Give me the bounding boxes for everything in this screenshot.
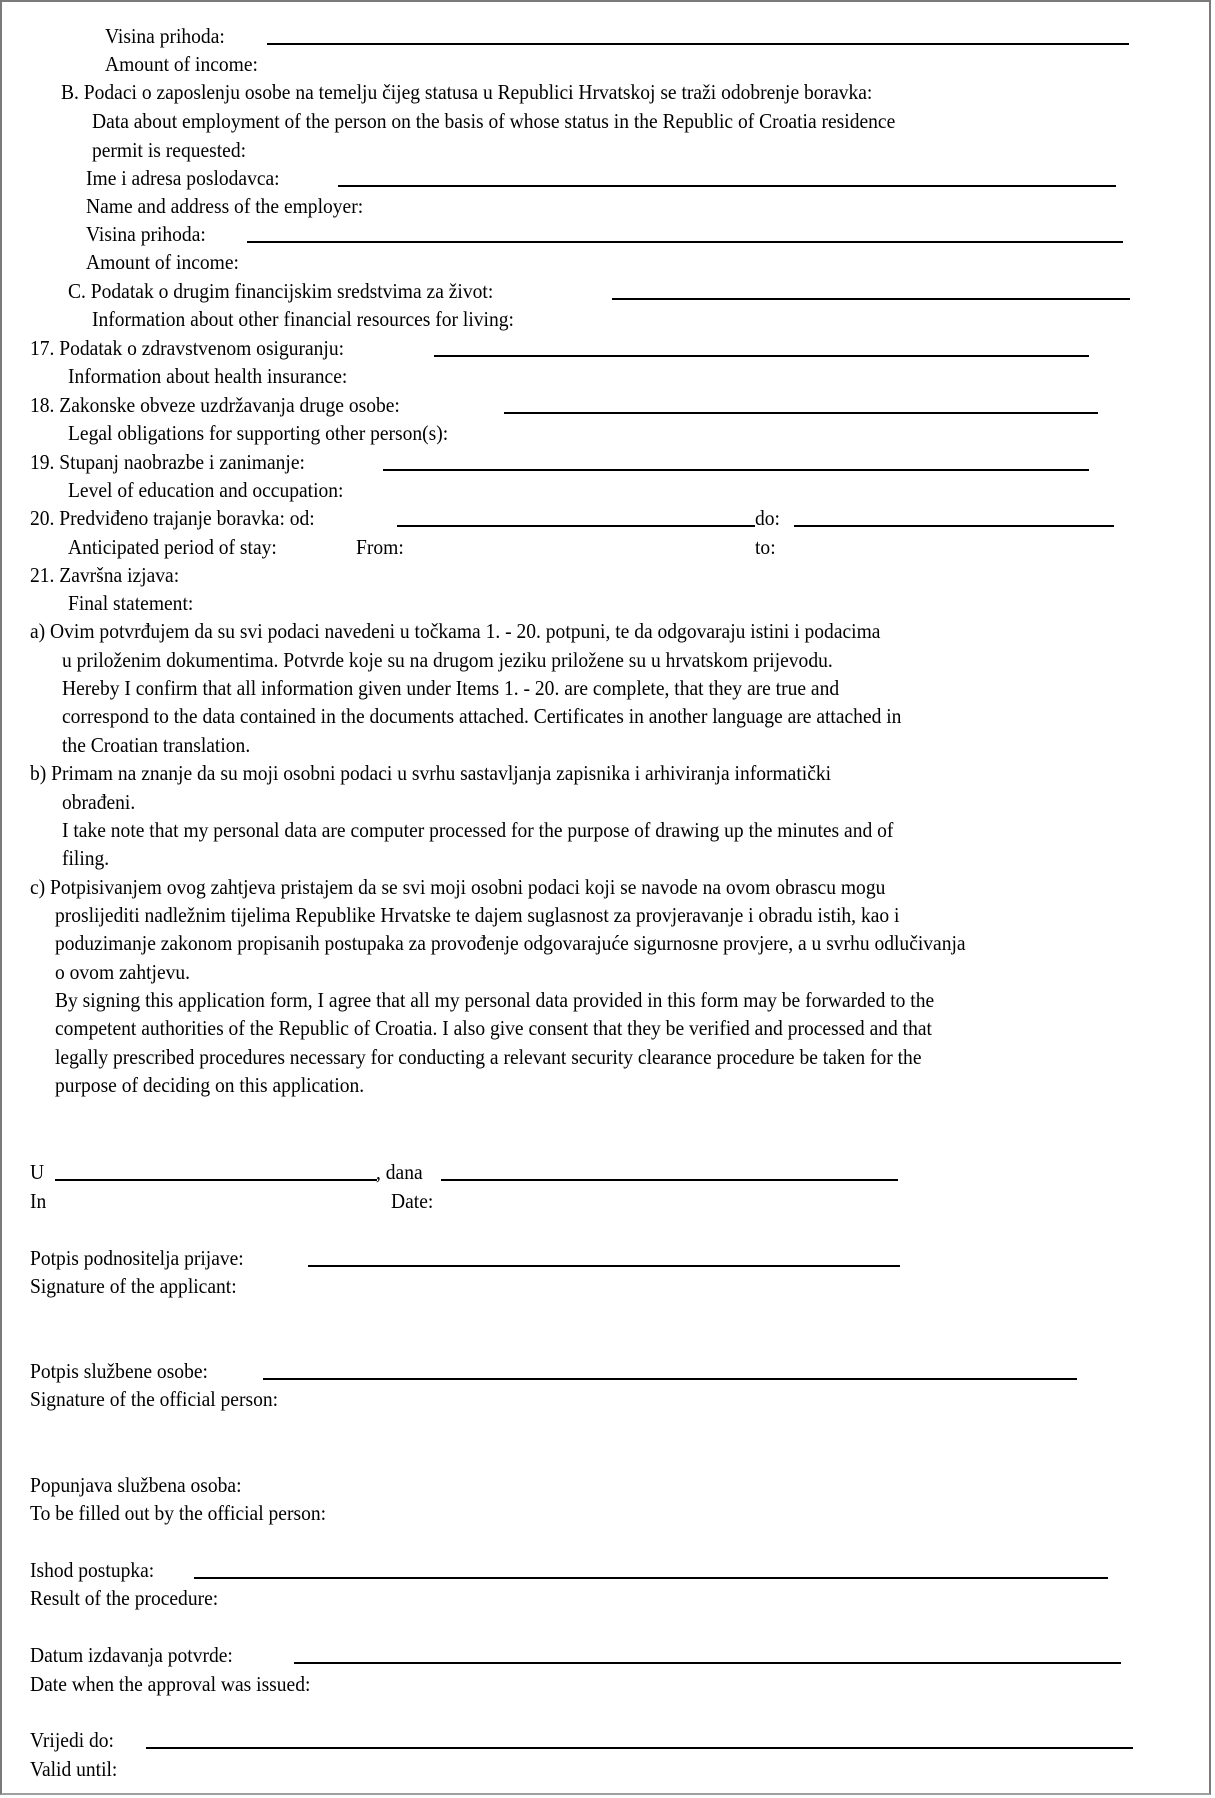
section-b-heading-hr: B. Podaci o zaposlenju osobe na temelju čijeg statusa u Republici Hrvatskoj se traži odobrenje boravka: xyxy=(61,80,873,104)
employer-label-hr: Ime i adresa poslodavca: xyxy=(86,166,280,190)
item18-label-hr: 18. Zakonske obveze uzdržavanja druge osobe: xyxy=(30,393,400,417)
education-field[interactable] xyxy=(383,469,1089,471)
item20-to-hr: do: xyxy=(755,506,780,530)
applicant-signature-label-hr: Potpis podnositelja prijave: xyxy=(30,1246,244,1270)
income-b-field[interactable] xyxy=(247,241,1123,243)
section-c-label-hr: C. Podatak o drugim financijskim sredstvima za život: xyxy=(68,279,494,303)
statement-b-line: obrađeni. xyxy=(62,790,136,814)
section-b-heading-en-1: Data about employment of the person on the basis of whose status in the Republic of Croatia residence xyxy=(92,109,896,133)
statement-c-line: legally prescribed procedures necessary for conducting a relevant security clearance procedure be taken for the xyxy=(55,1045,922,1069)
statement-a-line: u priloženim dokumentima. Potvrde koje su na drugom jeziku priložene su u hrvatskom prijevodu. xyxy=(62,648,833,672)
valid-until-label-en: Valid until: xyxy=(30,1757,118,1781)
item18-label-en: Legal obligations for supporting other person(s): xyxy=(68,421,449,445)
employer-label-en: Name and address of the employer: xyxy=(86,194,364,218)
item20-label-hr: 20. Predviđeno trajanje boravka: od: xyxy=(30,506,315,530)
income-b-label-en: Amount of income: xyxy=(86,250,239,274)
item17-label-en: Information about health insurance: xyxy=(68,364,348,388)
statement-a-line: correspond to the data contained in the documents attached. Certificates in another language are attached in xyxy=(62,704,902,728)
item21-label-hr: 21. Završna izjava: xyxy=(30,563,180,587)
statement-b-line: b) Primam na znanje da su moji osobni podaci u svrhu sastavljanja zapisnika i arhiviranja informatički xyxy=(30,761,832,785)
issue-date-label-hr: Datum izdavanja potvrde: xyxy=(30,1643,233,1667)
statement-a-line: Hereby I confirm that all information given under Items 1. - 20. are complete, that they are true and xyxy=(62,676,840,700)
statement-c-line: competent authorities of the Republic of Croatia. I also give consent that they be verified and processed and that xyxy=(55,1016,932,1040)
date-label-en: Date: xyxy=(391,1189,434,1213)
valid-until-label-hr: Vrijedi do: xyxy=(30,1728,114,1752)
issue-date-label-en: Date when the approval was issued: xyxy=(30,1672,311,1696)
income-b-label-hr: Visina prihoda: xyxy=(86,222,206,246)
date-field[interactable] xyxy=(441,1179,898,1181)
issue-date-field[interactable] xyxy=(294,1662,1121,1664)
employer-field[interactable] xyxy=(338,185,1116,187)
income-a-field[interactable] xyxy=(267,43,1129,45)
official-section-heading-en: To be filled out by the official person: xyxy=(30,1501,327,1525)
place-field[interactable] xyxy=(55,1179,377,1181)
section-b-heading-en-2: permit is requested: xyxy=(92,138,247,162)
health-insurance-field[interactable] xyxy=(434,355,1089,357)
item20-from-en: From: xyxy=(356,535,404,559)
statement-b-line: filing. xyxy=(62,846,110,870)
statement-c-line: c) Potpisivanjem ovog zahtjeva pristajem da se svi moji osobni podaci koji se navode na ovom obrascu mogu xyxy=(30,875,886,899)
valid-until-field[interactable] xyxy=(146,1747,1133,1749)
statement-c-line: By signing this application form, I agree that all my personal data provided in this form may be forwarded to the xyxy=(55,988,935,1012)
official-signature-label-en: Signature of the official person: xyxy=(30,1387,279,1411)
item20-label-en: Anticipated period of stay: xyxy=(68,535,277,559)
item20-to-en: to: xyxy=(755,535,776,559)
statement-a-line: a) Ovim potvrđujem da su svi podaci navedeni u točkama 1. - 20. potpuni, te da odgovaraju istini i podacima xyxy=(30,619,881,643)
item19-label-en: Level of education and occupation: xyxy=(68,478,344,502)
date-label-hr: , dana xyxy=(376,1160,423,1184)
official-signature-field[interactable] xyxy=(263,1378,1077,1380)
stay-to-field[interactable] xyxy=(794,525,1114,527)
result-label-en: Result of the procedure: xyxy=(30,1586,219,1610)
section-c-label-en: Information about other financial resources for living: xyxy=(92,307,514,331)
item17-label-hr: 17. Podatak o zdravstvenom osiguranju: xyxy=(30,336,345,360)
item21-label-en: Final statement: xyxy=(68,591,194,615)
income-label-en: Amount of income: xyxy=(105,52,258,76)
statement-c-line: proslijediti nadležnim tijelima Republike Hrvatske te dajem suglasnost za provjeravanje i obradu istih, kao i xyxy=(55,903,900,927)
place-label-hr: U xyxy=(30,1160,45,1184)
other-resources-field[interactable] xyxy=(612,298,1130,300)
statement-c-line: poduzimanje zakonom propisanih postupaka za provođenje odgovarajuće sigurnosne provjere, a u svrhu odlučivanja xyxy=(55,931,966,955)
official-section-heading-hr: Popunjava službena osoba: xyxy=(30,1473,242,1497)
support-obligations-field[interactable] xyxy=(504,412,1098,414)
item19-label-hr: 19. Stupanj naobrazbe i zanimanje: xyxy=(30,450,305,474)
income-label-hr: Visina prihoda: xyxy=(105,24,225,48)
result-label-hr: Ishod postupka: xyxy=(30,1558,155,1582)
place-label-en: In xyxy=(30,1189,47,1213)
statement-c-line: purpose of deciding on this application. xyxy=(55,1073,365,1097)
result-field[interactable] xyxy=(194,1577,1108,1579)
official-signature-label-hr: Potpis službene osobe: xyxy=(30,1359,208,1383)
stay-from-field[interactable] xyxy=(397,525,755,527)
statement-b-line: I take note that my personal data are computer processed for the purpose of drawing up the minutes and of xyxy=(62,818,894,842)
applicant-signature-field[interactable] xyxy=(308,1265,900,1267)
statement-a-line: the Croatian translation. xyxy=(62,733,251,757)
applicant-signature-label-en: Signature of the applicant: xyxy=(30,1274,237,1298)
statement-c-line: o ovom zahtjevu. xyxy=(55,960,191,984)
